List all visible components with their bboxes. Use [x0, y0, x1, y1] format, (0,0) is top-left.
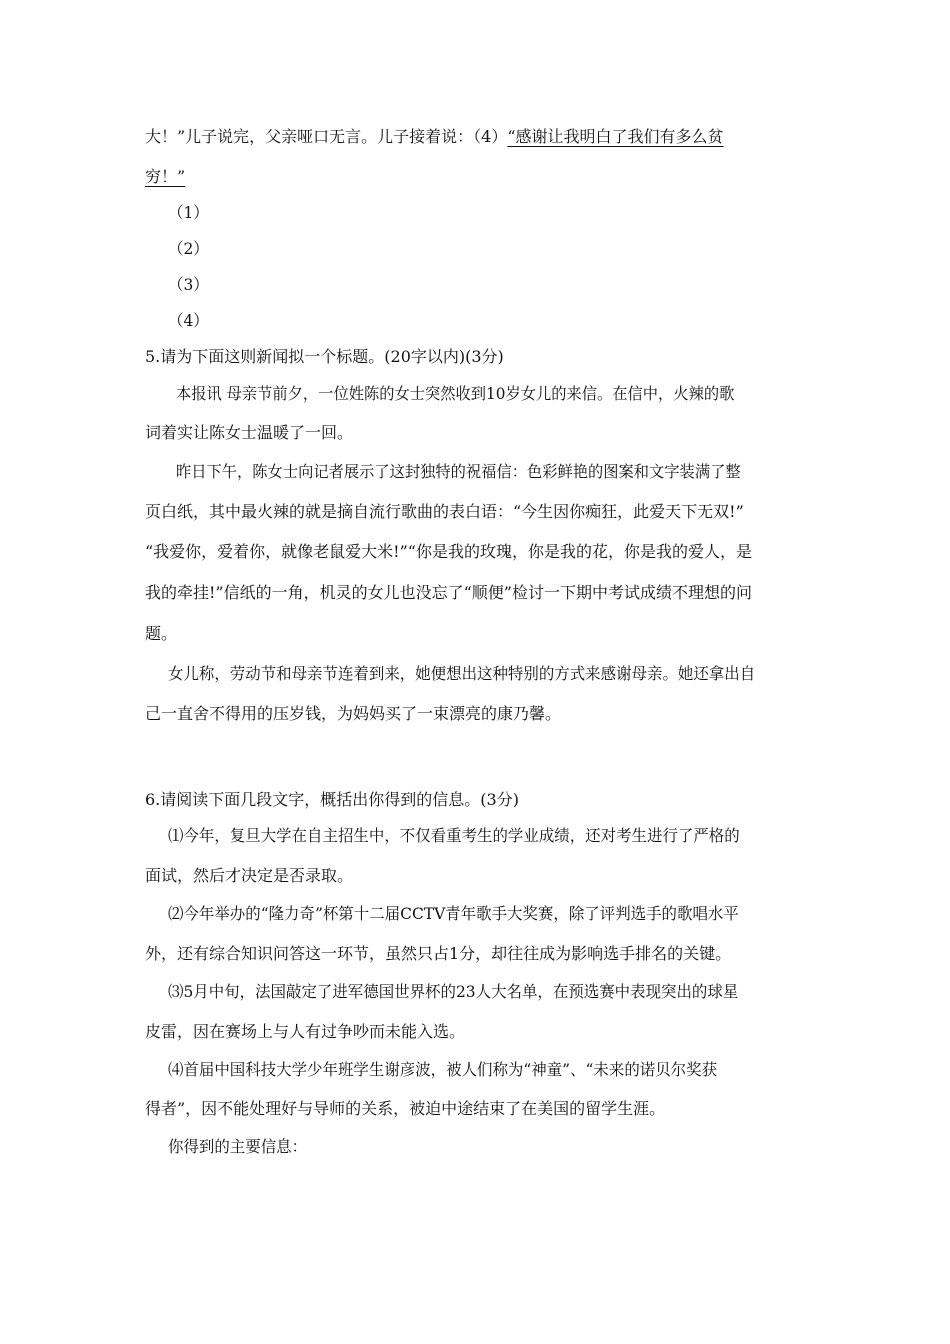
q6-item2-line1: ⑵今年举办的“隆力奇”杯第十二届CCTV青年歌手大奖赛，除了评判选手的歌唱水平	[168, 904, 739, 923]
answer-label-1: （1）	[168, 203, 209, 222]
section4-line1	[145, 127, 815, 147]
q5-paragraph2-line4: 我的牵挂!”信纸的一角，机灵的女儿也没忘了“顺便”检讨一下期中考试成绩不理想的问	[145, 583, 752, 602]
q6-item3-line1: ⑶5月中旬，法国敲定了进军德国世界杯的23人大名单，在预选赛中表现突出的球星	[168, 982, 739, 1001]
question6-prompt: 6.请阅读下面几段文字，概括出你得到的信息。(3分)	[145, 790, 519, 809]
q6-item4-line1: ⑷首届中国科技大学少年班学生谢彦波，被人们称为“神童”、“未来的诺贝尔奖获	[168, 1060, 718, 1079]
question5-prompt: 5.请为下面这则新闻拟一个标题。(20字以内)(3分)	[145, 347, 504, 366]
q5-paragraph3-line1: 女儿称，劳动节和母亲节连着到来，她便想出这种特别的方式来感谢母亲。她还拿出自	[168, 664, 756, 683]
q5-paragraph1-line1: 本报讯 母亲节前夕，一位姓陈的女士突然收到10岁女儿的来信。在信中，火辣的歌	[176, 384, 735, 403]
answer-label-2: （2）	[168, 239, 209, 258]
q6-item2-line2: 外，还有综合知识问答这一环节，虽然只占1分，却往往成为影响选手排名的关键。	[145, 944, 732, 963]
q5-paragraph2-line3: “我爱你，爱着你，就像老鼠爱大米!”“你是我的玫瑰，你是我的花，你是我的爱人，是	[145, 542, 752, 561]
section4-underlined-quote: “感谢让我明白了我们有多么贫	[507, 127, 724, 146]
section4-underlined-quote-end: 穷！”	[145, 167, 186, 186]
q5-paragraph1-line2: 词着实让陈女士温暖了一回。	[145, 423, 354, 442]
q5-paragraph2-line5: 题。	[145, 624, 178, 643]
q6-item4-line2: 得者”，因不能处理好与导师的关系，被迫中途结束了在美国的留学生涯。	[145, 1099, 666, 1118]
section4-text: 大！”儿子说完，父亲哑口无言。儿子接着说：（4）	[145, 127, 508, 146]
q5-paragraph3-line2: 己一直舍不得用的压岁钱，为妈妈买了一束漂亮的康乃馨。	[145, 704, 562, 723]
section4-line2	[145, 167, 815, 187]
q5-paragraph2-line1: 昨日下午，陈女士向记者展示了这封独特的祝福信：色彩鲜艳的图案和文字装满了整	[176, 462, 741, 481]
q6-item3-line2: 皮雷，因在赛场上与人有过争吵而未能入选。	[145, 1022, 466, 1041]
q5-paragraph2-line2: 页白纸，其中最火辣的就是摘自流行歌曲的表白语：“今生因你痴狂，此爱天下无双!”	[145, 502, 744, 521]
answer-label-3: （3）	[168, 275, 209, 294]
answer-label-4: （4）	[168, 311, 209, 330]
q6-item1-line1: ⑴今年，复旦大学在自主招生中，不仅看重考生的学业成绩，还对考生进行了严格的	[168, 826, 740, 845]
q6-answer-label: 你得到的主要信息：	[168, 1137, 308, 1156]
q6-item1-line2: 面试，然后才决定是否录取。	[145, 866, 354, 885]
